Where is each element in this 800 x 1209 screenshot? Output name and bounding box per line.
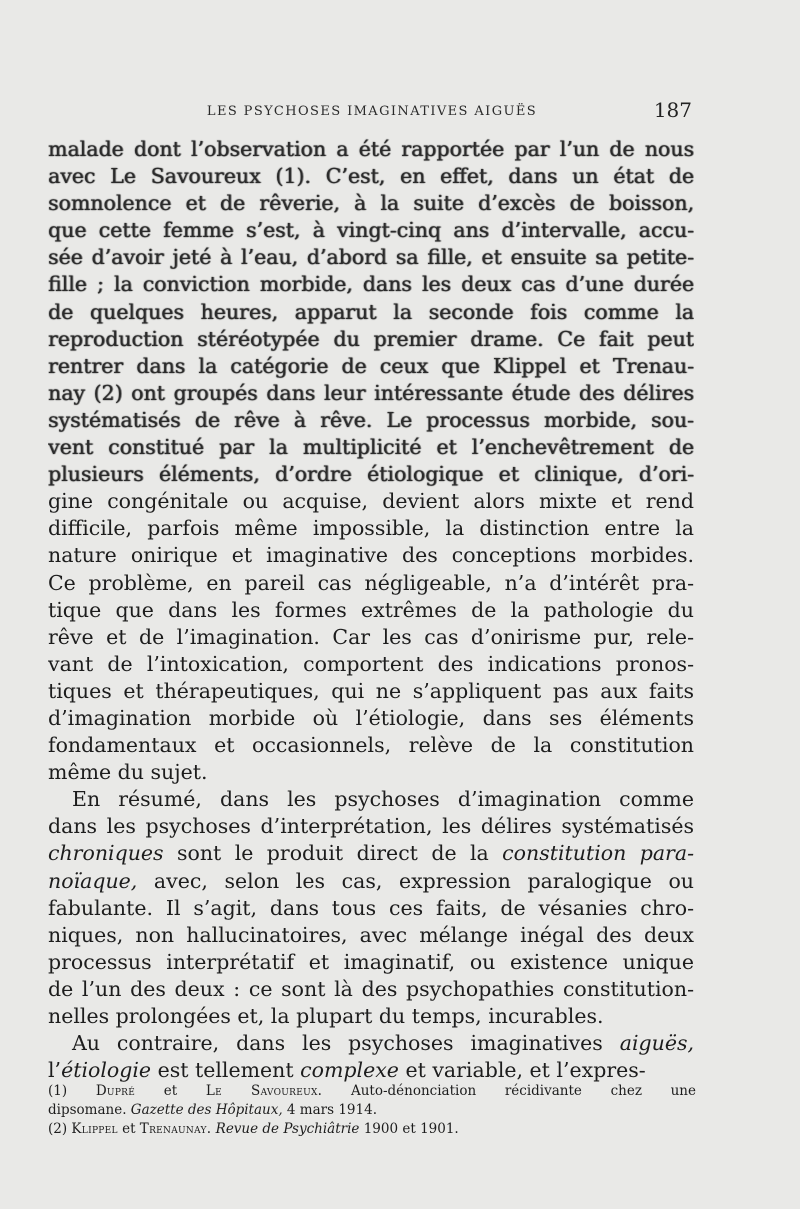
text-segment: et variable, et l’expres- <box>398 1058 646 1083</box>
text-segment: En résumé, dans les psychoses d’imagination comme <box>72 787 694 812</box>
text-line <box>48 515 694 542</box>
text-line <box>48 597 694 624</box>
text-segment: Trenaunay. <box>139 1121 212 1137</box>
text-segment: somnolence et de rêverie, à la suite d’excès de boisson, <box>48 191 694 216</box>
text-segment: Au contraire, dans les psychoses imaginatives <box>72 1031 620 1056</box>
text-segment: difficile, parfois même impossible, la distinction entre la <box>48 516 694 541</box>
text-segment: dans les psychoses d’interprétation, les délires systématisés <box>48 814 694 839</box>
text-segment: complexe <box>300 1058 399 1083</box>
text-segment: constitution para- <box>502 841 694 866</box>
footnote-line <box>48 1082 696 1101</box>
text-segment: même du sujet. <box>48 760 208 785</box>
text-segment: noïaque, <box>48 868 138 893</box>
text-segment: vent constitué par la multiplicité et l’enchevêtrement de <box>48 435 694 460</box>
text-line <box>48 1057 694 1084</box>
text-segment: rentrer dans la catégorie de ceux que Klippel et Trenau- <box>48 353 694 378</box>
text-segment: et <box>135 1083 206 1099</box>
text-segment: l’ <box>48 1058 62 1083</box>
text-segment: Auto-dénonciation récidivante chez une <box>322 1083 696 1099</box>
text-segment: avec Le Savoureux (1). C’est, en effet, dans un état de <box>48 164 694 189</box>
text-line <box>48 895 694 922</box>
text-segment: de quelques heures, apparut la seconde fois comme la <box>48 299 694 324</box>
text-line <box>48 705 694 732</box>
text-line <box>48 976 694 1003</box>
text-segment: malade dont l’observation a été rapportée par l’un de nous <box>48 137 694 161</box>
text-segment: sont le produit direct de la <box>163 841 503 866</box>
body-text <box>48 136 694 1084</box>
text-segment: Revue de Psychiâtrie <box>215 1121 360 1137</box>
text-segment: tiques et thérapeutiques, qui ne s’appliquent pas aux faits <box>48 678 694 703</box>
text-segment: chroniques <box>48 841 164 866</box>
text-segment: fondamentaux et occasionnels, relève de la constitution <box>48 733 694 758</box>
text-line <box>48 1030 694 1057</box>
text-line <box>48 244 694 271</box>
text-segment: Klippel <box>71 1121 118 1137</box>
text-segment: Gazette des Hôpitaux, <box>130 1102 283 1118</box>
text-line <box>48 271 694 298</box>
text-line <box>48 434 694 461</box>
text-line <box>48 922 694 949</box>
text-segment: étiologie <box>61 1058 152 1083</box>
text-segment: avec, selon les cas, expression paralogique ou <box>137 868 694 893</box>
running-title: LES PSYCHOSES IMAGINATIVES AIGUËS <box>206 104 538 119</box>
text-segment: nay (2) ont groupés dans leur intéressante étude des délires <box>48 380 694 405</box>
text-segment: fabulante. Il s’agit, dans tous ces faits, de vésanies chro- <box>48 895 694 920</box>
text-segment: processus interprétatif et imaginatif, ou existence unique <box>48 949 694 974</box>
text-segment: 1900 et 1901. <box>359 1121 459 1137</box>
text-line <box>48 570 694 597</box>
text-segment: Dupré <box>95 1083 136 1099</box>
text-line <box>48 163 694 190</box>
text-segment: (2) <box>48 1121 72 1137</box>
text-segment: nature onirique et imaginative des conceptions morbides. <box>48 543 694 568</box>
page-number: 187 <box>653 98 692 122</box>
text-line <box>48 732 694 759</box>
text-line <box>48 353 694 380</box>
text-segment: Ce problème, en pareil cas négligeable, n’a d’intérêt pra- <box>48 570 694 595</box>
text-segment: systématisés de rêve à rêve. Le processus morbide, sou- <box>48 407 694 432</box>
text-segment: est tellement <box>151 1058 301 1083</box>
text-segment: dipsomane. <box>48 1102 131 1118</box>
text-line <box>48 407 694 434</box>
text-segment: plusieurs éléments, d’ordre étiologique et clinique, d’ori- <box>48 462 694 487</box>
text-line <box>48 840 694 867</box>
text-segment: nelles prolongées et, la plupart du temps, incurables. <box>48 1004 604 1028</box>
text-line <box>48 1003 694 1030</box>
text-segment: aiguës, <box>619 1031 694 1056</box>
text-line <box>48 299 694 326</box>
text-line <box>48 542 694 569</box>
text-line <box>48 488 694 515</box>
footnotes <box>48 1082 696 1139</box>
text-segment: tique que dans les formes extrêmes de la pathologie du <box>48 597 694 622</box>
text-segment: et <box>117 1121 140 1137</box>
text-line <box>48 678 694 705</box>
footnote-line <box>48 1120 696 1139</box>
text-segment: d’imagination morbide où l’étiologie, dans ses éléments <box>48 705 694 730</box>
running-head <box>48 100 696 126</box>
text-line <box>48 624 694 651</box>
text-segment: gine congénitale ou acquise, devient alors mixte et rend <box>48 489 694 514</box>
text-line <box>48 380 694 407</box>
text-line <box>48 461 694 488</box>
text-line <box>48 217 694 244</box>
text-line <box>48 759 694 786</box>
text-segment: reproduction stéréotypée du premier drame. Ce fait peut <box>48 326 694 351</box>
footnote-line <box>48 1101 696 1120</box>
text-segment: Le Savoureux. <box>205 1083 323 1099</box>
text-segment: niques, non hallucinatoires, avec mélange inégal des deux <box>48 922 694 947</box>
text-line <box>48 813 694 840</box>
text-segment: vant de l’intoxication, comportent des indications pronos- <box>48 651 694 676</box>
text-segment: fille ; la conviction morbide, dans les deux cas d’une durée <box>48 272 694 297</box>
text-segment: que cette femme s’est, à vingt-cinq ans d’intervalle, accu- <box>48 218 694 243</box>
text-line <box>48 136 694 163</box>
text-line <box>48 949 694 976</box>
text-line <box>48 326 694 353</box>
text-segment: 4 mars 1914. <box>282 1102 377 1118</box>
text-line <box>48 786 694 813</box>
text-segment: rêve et de l’imagination. Car les cas d’onirisme pur, rele- <box>48 624 694 649</box>
text-line <box>48 651 694 678</box>
text-segment: de l’un des deux : ce sont là des psychopathies constitution- <box>48 976 694 1001</box>
text-line <box>48 190 694 217</box>
text-segment: sée d’avoir jeté à l’eau, d’abord sa fille, et ensuite sa petite- <box>48 245 694 270</box>
text-segment: (1) <box>48 1083 96 1099</box>
text-line <box>48 868 694 895</box>
